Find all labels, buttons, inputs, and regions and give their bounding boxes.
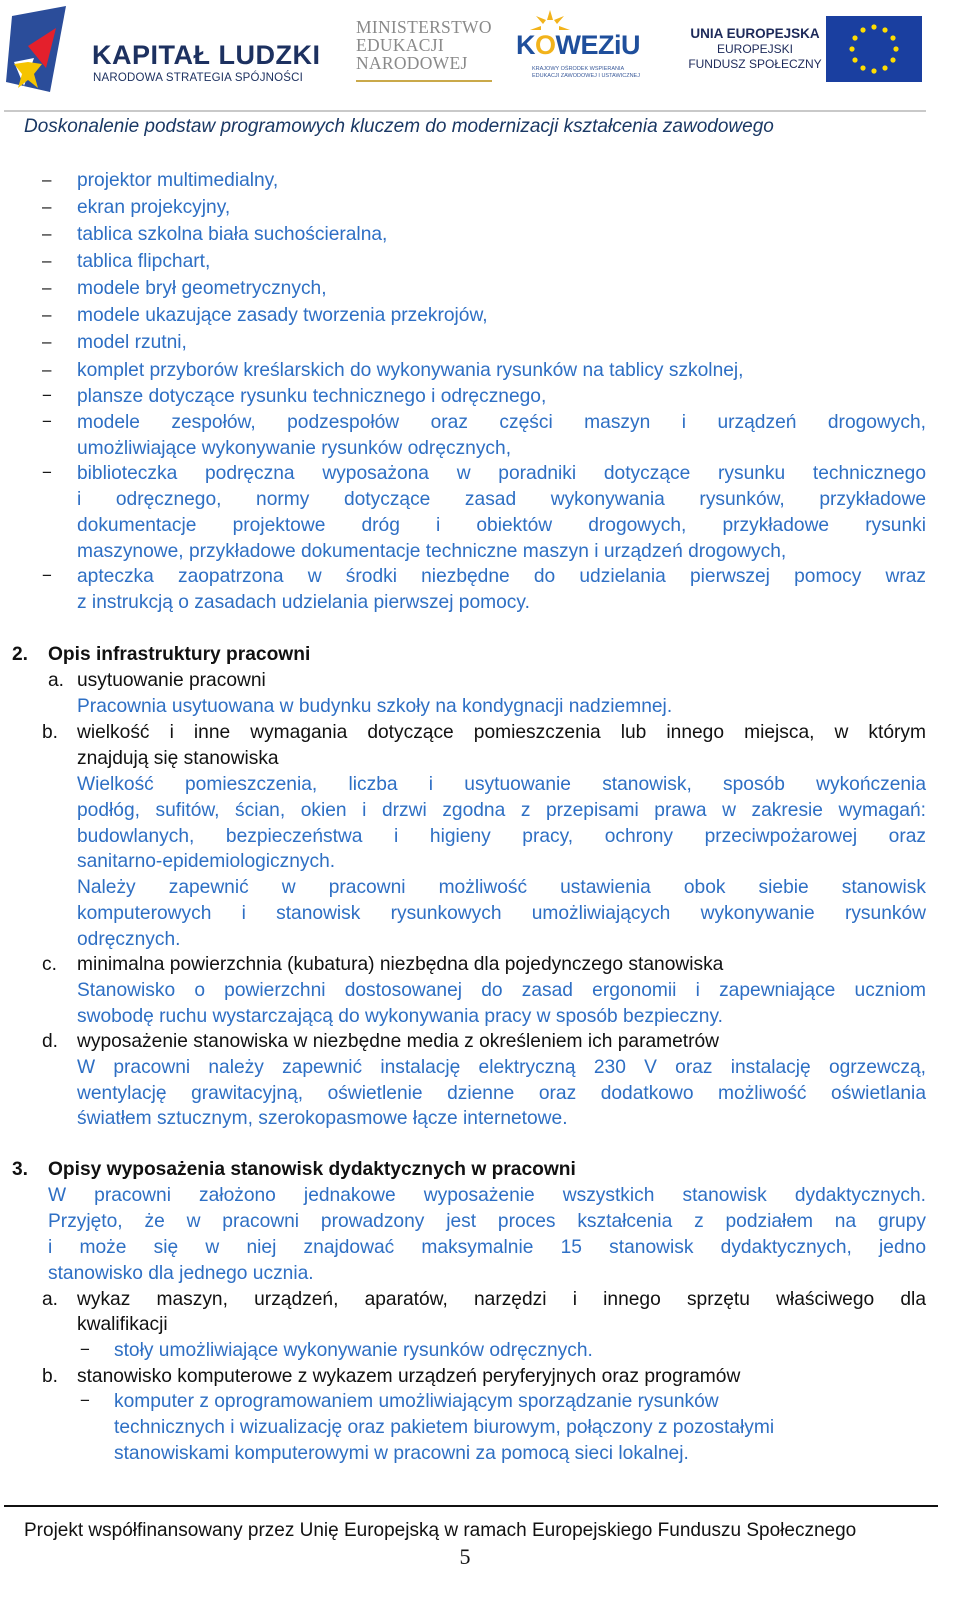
koweziu-subtitle: KRAJOWY OŚRODEK WSPIERANIA EDUKACJI ZAWODOWEJ I USTAWICZNEJ xyxy=(532,66,640,79)
dash-bullet: – xyxy=(42,278,52,297)
section-intro: stanowisko dla jednego ucznia. xyxy=(48,1263,314,1284)
footer-text: Projekt współfinansowany przez Unię Europejską w ramach Europejskiego Funduszu Społecznego xyxy=(24,1520,857,1541)
equipment-item-line: z instrukcją o zasadach udzielania pierwszej pomocy. xyxy=(77,592,530,613)
subsection-marker: a. xyxy=(48,670,65,691)
section-number: 3. xyxy=(12,1159,29,1180)
subsection-answer: Pracownia usytuowana w budynku szkoły na kondygnacji nadziemnej. xyxy=(77,696,673,717)
ministry-logo xyxy=(356,18,506,86)
dash-bullet: − xyxy=(80,1391,90,1410)
dash-bullet: − xyxy=(42,463,52,482)
equipment-item: tablica flipchart, xyxy=(77,251,211,272)
list-item: stoły umożliwiające wykonywanie rysunków odręcznych. xyxy=(114,1340,593,1361)
subsection-answer: komputerowych i stanowisk rysunkowych umożliwiających wykonywanie rysunków xyxy=(77,903,926,924)
eu-logo xyxy=(686,22,936,88)
list-item: technicznych i wizualizację oraz pakietem biurowym, połączony z pozostałymi xyxy=(114,1417,775,1438)
equipment-item-line: apteczka zaopatrzona w środki niezbędne do udzielania pierwszej pomocy wraz xyxy=(77,566,926,587)
subsection-heading: kwalifikacji xyxy=(77,1314,168,1335)
subsection-marker: b. xyxy=(42,1366,59,1387)
kapital-ludzki-subtitle: NARODOWA STRATEGIA SPÓJNOŚCI xyxy=(93,72,304,84)
dash-bullet: – xyxy=(42,360,52,379)
subsection-answer: Należy zapewnić w pracowni możliwość ustawienia obok siebie stanowisk xyxy=(77,877,926,898)
equipment-item: modele brył geometrycznych, xyxy=(77,278,327,299)
equipment-item: komplet przyborów kreślarskich do wykonywania rysunków na tablicy szkolnej, xyxy=(77,360,744,381)
section-title: Opisy wyposażenia stanowisk dydaktycznych w pracowni xyxy=(48,1159,576,1180)
section-number: 2. xyxy=(12,644,29,665)
subsection-answer: wentylację grawitacyjną, oświetlenie dzienne oraz dodatkowo możliwość oświetlania xyxy=(77,1083,926,1104)
eu-flag-icon xyxy=(826,16,922,82)
page-number: 5 xyxy=(459,1544,471,1569)
dash-bullet: − xyxy=(42,412,52,431)
equipment-item-line: umożliwiające wykonywanie rysunków odręcznych, xyxy=(77,438,512,459)
equipment-item: tablica szkolna biała suchościeralna, xyxy=(77,224,388,245)
equipment-item: modele ukazujące zasady tworzenia przekrojów, xyxy=(77,305,488,326)
section-intro: i może się w niej znajdować maksymalnie 15 stanowisk dydaktycznych, jedno xyxy=(48,1237,926,1258)
equipment-item-line: i odręcznego, normy dotyczące zasad wykonywania rysunków, przykładowe xyxy=(77,489,926,510)
header-divider xyxy=(4,110,926,112)
equipment-item-line: biblioteczka podręczna wyposażona w poradniki dotyczące rysunku technicznego xyxy=(77,463,926,484)
dash-bullet: – xyxy=(42,251,52,270)
subsection-marker: a. xyxy=(42,1289,59,1310)
subsection-heading: minimalna powierzchnia (kubatura) niezbędna dla pojedynczego stanowiska xyxy=(77,954,724,975)
document-header-title: Doskonalenie podstaw programowych kluczem do modernizacji kształcenia zawodowego xyxy=(24,116,774,137)
dash-bullet: − xyxy=(42,386,52,405)
equipment-item: plansze dotyczące rysunku technicznego i odręcznego, xyxy=(77,386,547,407)
subsection-heading: znajdują się stanowiska xyxy=(77,748,279,769)
footer-divider xyxy=(4,1505,938,1507)
dash-bullet: – xyxy=(42,224,52,243)
list-item: komputer z oprogramowaniem umożliwiającym sporządzanie rysunków xyxy=(114,1391,719,1412)
subsection-heading: stanowisko komputerowe z wykazem urządzeń peryferyjnych oraz programów xyxy=(77,1366,741,1387)
subsection-heading: wyposażenie stanowiska w niezbędne media z określeniem ich parametrów xyxy=(77,1031,720,1052)
ministry-line: EDUKACJI xyxy=(356,35,444,55)
ministry-line: MINISTERSTWO xyxy=(356,17,492,37)
subsection-answer: światłem sztucznym, szerokopasmowe łącze internetowe. xyxy=(77,1108,568,1129)
subsection-answer: W pracowni należy zapewnić instalację elektryczną 230 V oraz instalację ogrzewczą, xyxy=(77,1057,926,1078)
dash-bullet: – xyxy=(42,305,52,324)
equipment-item: model rzutni, xyxy=(77,332,187,353)
subsection-answer: Wielkość pomieszczenia, liczba i usytuowanie stanowisk, sposób wykończenia xyxy=(77,774,926,795)
kapital-ludzki-logo xyxy=(6,6,321,96)
subsection-answer: budowlanych, bezpieczeństwa i higieny pracy, ochrony przeciwpożarowej oraz xyxy=(77,826,926,847)
subsection-heading: usytuowanie pracowni xyxy=(77,670,266,691)
subsection-marker: b. xyxy=(42,722,59,743)
subsection-answer: odręcznych. xyxy=(77,929,181,950)
ministry-underline xyxy=(356,80,492,82)
subsection-heading: wielkość i inne wymagania dotyczące pomieszczenia lub innego miejsca, w którym xyxy=(77,722,926,743)
dash-bullet: − xyxy=(80,1340,90,1359)
dash-bullet: – xyxy=(42,170,52,189)
section-intro: Przyjęto, że w pracowni prowadzony jest proces kształcenia z podziałem na grupy xyxy=(48,1211,926,1232)
dash-bullet: – xyxy=(42,332,52,351)
equipment-item-line: modele zespołów, podzespołów oraz części maszyn i urządzeń drogowych, xyxy=(77,412,926,433)
ministry-line: NARODOWEJ xyxy=(356,53,468,73)
subsection-heading: wykaz maszyn, urządzeń, aparatów, narzędzi i innego sprzętu właściwego dla xyxy=(77,1289,926,1310)
list-item: stanowiskami komputerowymi w pracowni za pomocą sieci lokalnej. xyxy=(114,1443,689,1464)
section-intro: W pracowni założono jednakowe wyposażenie wszystkich stanowisk dydaktycznych. xyxy=(48,1185,926,1206)
eu-text: UNIA EUROPEJSKA EUROPEJSKI FUNDUSZ SPOŁECZNY xyxy=(688,26,822,71)
section-title: Opis infrastruktury pracowni xyxy=(48,644,311,665)
subsection-marker: c. xyxy=(42,954,57,975)
equipment-item: projektor multimedialny, xyxy=(77,170,279,191)
dash-bullet: − xyxy=(42,566,52,585)
kapital-ludzki-title: KAPITAŁ LUDZKI xyxy=(92,40,321,70)
equipment-item-line: dokumentacje projektowe dróg i obiektów drogowych, przykładowe rysunki xyxy=(77,515,926,536)
koweziu-logo xyxy=(516,14,640,86)
subsection-answer: sanitarno-epidemiologicznych. xyxy=(77,851,336,872)
kapital-ludzki-emblem-icon xyxy=(6,6,82,96)
equipment-item-line: maszynowe, przykładowe dokumentacje techniczne maszyn i urządzeń drogowych, xyxy=(77,541,787,562)
equipment-item: ekran projekcyjny, xyxy=(77,197,231,218)
koweziu-wordmark: KOWEZiU xyxy=(516,30,641,60)
subsection-answer: swobodę ruchu wystarczającą do wykonywania pracy w sposób bezpieczny. xyxy=(77,1006,723,1027)
subsection-answer: podłóg, sufitów, ścian, okien i drzwi zgodna z przepisami prawa w zakresie wymagań: xyxy=(77,800,926,821)
subsection-answer: Stanowisko o powierzchni dostosowanej do zasad ergonomii i zapewniające uczniom xyxy=(77,980,926,1001)
logo-banner xyxy=(0,0,960,112)
subsection-marker: d. xyxy=(42,1031,59,1052)
dash-bullet: – xyxy=(42,197,52,216)
